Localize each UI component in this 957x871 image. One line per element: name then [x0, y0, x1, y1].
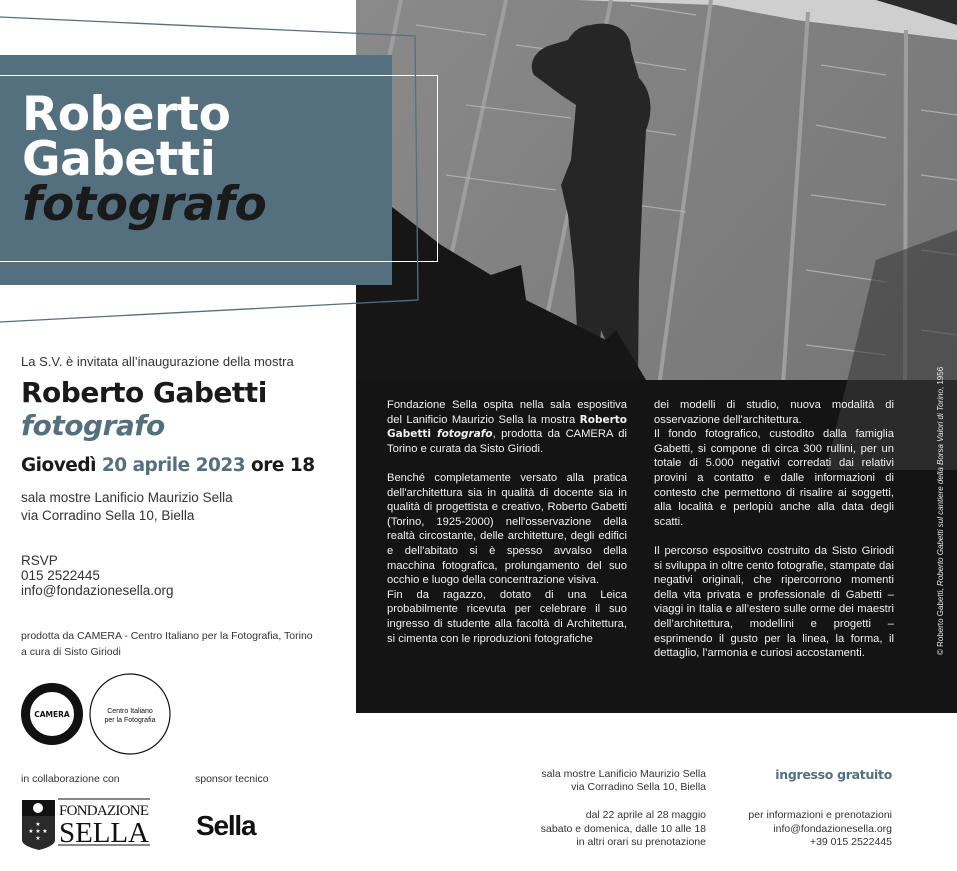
venue-address	[21, 489, 233, 525]
svg-text:★: ★	[35, 828, 41, 835]
fondazione-text: FONDAZIONE	[59, 803, 149, 819]
production-credits	[21, 628, 313, 660]
hero-title-line1: Roberto	[22, 87, 231, 142]
svg-text:★: ★	[28, 828, 34, 835]
sella-sponsor-logo: Sella	[196, 810, 256, 841]
camera-logo	[21, 672, 181, 761]
info-email[interactable]: info@fondazionesella.org	[773, 822, 892, 835]
body-col2-p1: dei modelli di studio, nuova modalità di osservazione dell'architettura.	[654, 399, 894, 426]
venue-line2: via Corradino Sella 10, Biella	[21, 508, 195, 523]
body-column-1	[387, 398, 627, 646]
sponsor-label: sponsor tecnico	[195, 773, 269, 785]
svg-text:★: ★	[35, 821, 41, 828]
svg-text:★: ★	[35, 835, 41, 842]
hero-title-line3: fotografo	[22, 177, 267, 232]
opening-day: Giovedì	[21, 455, 96, 476]
body-col1-p3: Fin da ragazzo, dotato di una Leica probabilmente ricevuta per celebrare il suo ingresso di studente alla facoltà di Architettura, si cimenta con le riproduzioni fotografiche	[387, 588, 627, 645]
info-phone[interactable]: +39 015 2522445	[809, 836, 892, 848]
exhibition-subtitle: fotografo	[21, 409, 165, 442]
venue-line1: sala mostre Lanificio Maurizio Sella	[21, 490, 233, 505]
svg-text:per la Fotografia: per la Fotografia	[104, 717, 156, 724]
opening-date-main: 20 aprile 2023	[101, 455, 246, 476]
curated-by: a cura di Sisto Giriodi	[21, 646, 121, 658]
photo-credit: © Roberto Gabetti, Roberto Gabetti sul cantiere della Borsa Valori di Torino, 1956	[936, 366, 945, 655]
svg-text:Centro Italiano: Centro Italiano	[107, 708, 153, 715]
exhibition-dates: dal 22 aprile al 28 maggio sabato e domenica, dalle 10 alle 18 in altri orari su prenotazione	[540, 809, 706, 848]
fondazione-sella-logo	[22, 798, 152, 858]
opening-date	[21, 455, 315, 476]
rsvp-block	[21, 553, 174, 598]
bottom-venue: sala mostre Lanificio Maurizio Sella via Corradino Sella 10, Biella	[541, 768, 706, 793]
produced-by: prodotta da CAMERA - Centro Italiano per la Fotografia, Torino	[21, 630, 313, 642]
sella-text: SELLA	[59, 817, 149, 849]
rsvp-label: RSVP	[21, 553, 58, 568]
free-entry-label: ingresso gratuito	[775, 767, 892, 782]
rsvp-email[interactable]: info@fondazionesella.org	[21, 583, 174, 598]
camera-logo-text: CAMERA	[34, 710, 70, 719]
opening-time: ore 18	[251, 455, 315, 476]
invitation-intro: La S.V. è invitata all’inaugurazione della mostra	[21, 354, 294, 369]
info-contacts: per informazioni e prenotazioni info@fondazionesella.org +39 015 2522445	[748, 809, 892, 848]
body-col2-p2: Il fondo fotografico, custodito dalla famiglia Gabetti, si compone di circa 300 rullini, per un totale di 5.000 negativi corredati dai relativi provini a contatto e dalle informazioni di contesto che permettono di risalire ai soggetti, alla località e perlopiù anche alla data degli scatti.	[654, 428, 894, 528]
hero-title-line2: Gabetti	[22, 132, 216, 187]
rsvp-phone[interactable]: 015 2522445	[21, 568, 100, 583]
svg-text:★: ★	[42, 828, 48, 835]
body-col2-p3: Il percorso espositivo costruito da Sisto Giriodi si sviluppa in oltre cento fotografie, stampate dai negativi originali, che ripercorrono momenti della vita privata e professionale di Gabetti – viaggi in Italia e all’estero sulle orme dei maestri dell’architettura, modellini e progetti – esprimendo il gusto per la linea, la forma, il dettaglio, l’armonia e curiosi accostamenti.	[654, 544, 894, 660]
body-column-2	[654, 398, 894, 661]
body-col1-p1: Fondazione Sella ospita nella sala espositiva del Lanificio Maurizio Sella la mostra Roberto Gabetti fotografo, prodotta da CAMERA di Torino e curata da Sisto Giriodi.	[387, 399, 627, 455]
exhibition-name: Roberto Gabetti	[21, 376, 267, 409]
collaboration-label: in collaborazione con	[21, 773, 120, 785]
body-col1-p2: Benché completamente versato alla pratica dell'architettura sia in qualità di docente sia in qualità di progettista e creativo, Roberto Gabetti (Torino, 1925-2000) nell'osservazione della realtà circostante, delle architetture, degli edifici e dell'abitato si è spesso avvalso della macchina fotografica, prolungamento del suo occhio e luogo della concentrazione visiva.	[387, 471, 627, 587]
hero-title	[22, 87, 267, 232]
